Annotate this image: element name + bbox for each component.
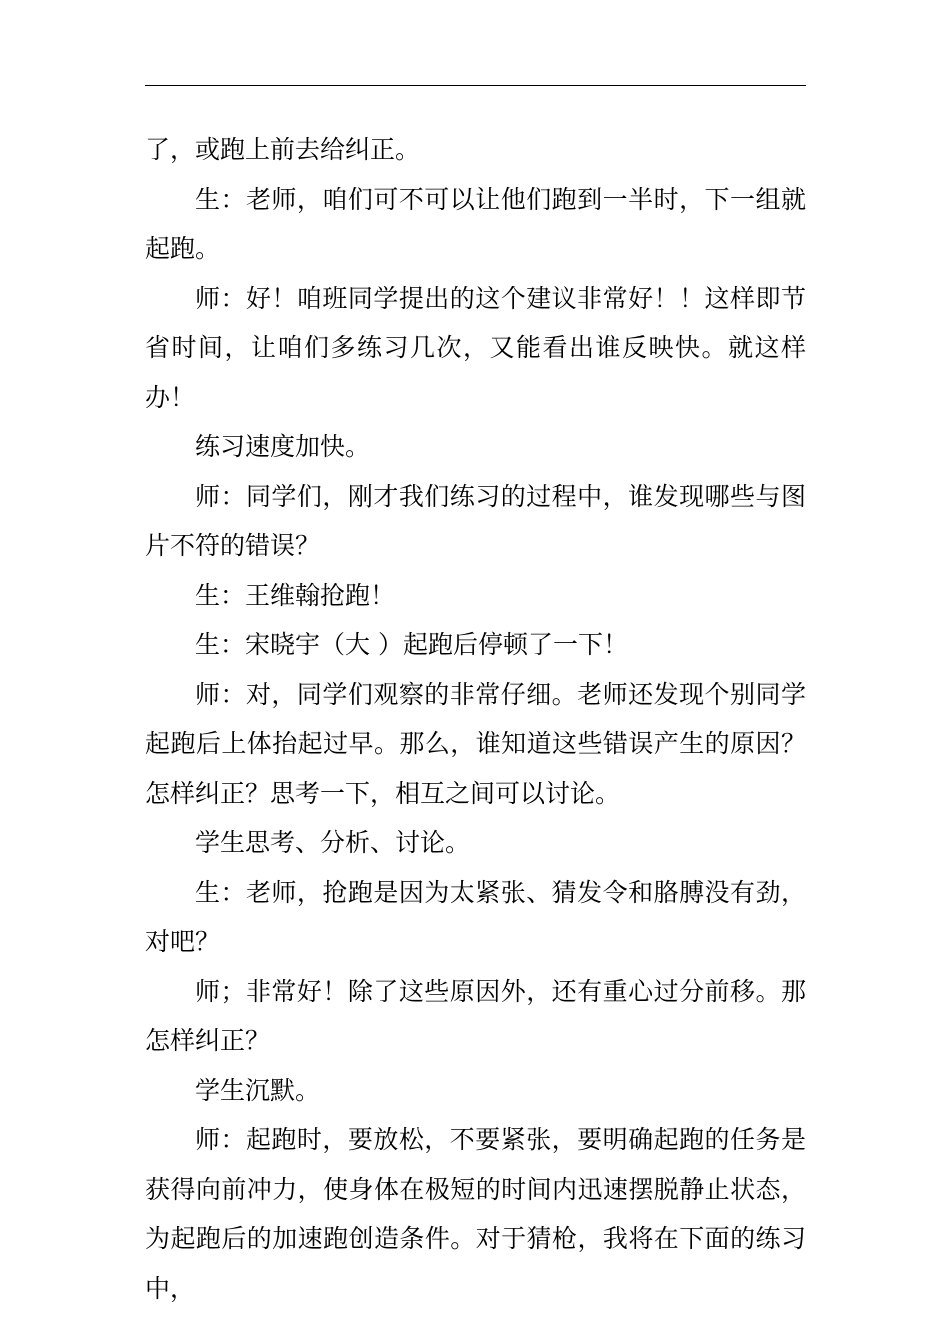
paragraph-9: 学生思考、分析、讨论。: [195, 828, 471, 857]
paragraph-3: 师：好！咱班同学提出的这个建议非常好！！这样即节省时间，让咱们多练习几次，又能看出谁反映快。就这样办！: [145, 283, 806, 412]
paragraph-6: 生：王维翰抢跑！: [195, 580, 396, 610]
paragraph-8: 师：对，同学们观察的非常仔细。老师还发现个别同学起跑后上体抬起过早。那么，谁知道这些错误产生的原因？怎样纠正？思考一下，相互之间可以讨论。: [145, 679, 806, 808]
paragraph-10: 生：老师，抢跑是因为太紧张、猜发令和胳膊没有劲，对吧？: [145, 877, 806, 956]
paragraph-1: 了，或跑上前去给纠正。: [145, 135, 421, 164]
paragraph-7: 生：宋晓宇（大 ）起跑后停顿了一下！: [195, 630, 628, 659]
document-body: [145, 125, 806, 1313]
paragraph-5: 师：同学们，刚才我们练习的过程中，谁发现哪些与图片不符的错误？: [145, 481, 806, 560]
header-rule: [145, 85, 806, 86]
paragraph-11: 师；非常好！除了这些原因外，还有重心过分前移。那怎样纠正？: [145, 976, 806, 1055]
paragraph-2: 生：老师，咱们可不可以让他们跑到一半时，下一组就起跑。: [145, 184, 806, 263]
paragraph-4: 练习速度加快。: [195, 432, 371, 461]
paragraph-13: 师：起跑时，要放松，不要紧张，要明确起跑的任务是获得向前冲力，使身体在极短的时间内迅速摆脱静止状态，为起跑后的加速跑创造条件。对于猜枪，我将在下面的练习中，: [145, 1125, 806, 1303]
paragraph-12: 学生沉默。: [195, 1075, 321, 1105]
